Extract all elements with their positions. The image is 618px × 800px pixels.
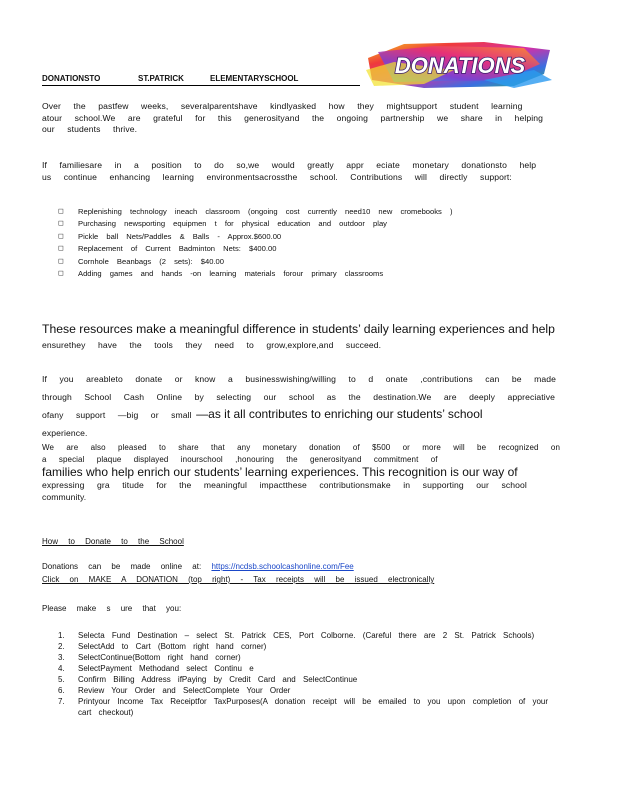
support-list: [58, 206, 558, 280]
heading-part-3: ELEMENTARYSCHOOL: [210, 74, 299, 83]
donation-request-paragraph: If familiesare in a position to do so,we would greatly appr eciate monetary donationsto help us continue enhancing learning environmentsacrossthe school. Contributions will directly support:: [42, 160, 537, 182]
bullet-box-icon: ◻: [58, 245, 64, 253]
list-item: 2. SelectAdd to Cart (Bottom right hand corner): [58, 642, 267, 651]
bullet-box-icon: ◻: [58, 232, 64, 240]
list-item: ◻ Purchasing newsporting equipmen t for physical education and outdoor play: [58, 218, 558, 230]
donations-logo: [364, 40, 554, 90]
heading-part-2: ST.PATRICK: [138, 74, 184, 83]
online-donation-line: Donations can be made online at: https://ncdsb.schoolcashonline.com/Fee: [42, 562, 354, 571]
resources-statement-continued: ensurethey have the tools they need to grow,explore,and succeed.: [42, 340, 382, 350]
document-heading: [42, 74, 360, 86]
resources-statement: These resources make a meaningful difference in students’ daily learning experiences and help: [42, 322, 555, 336]
list-item: 6. Review Your Order and SelectComplete Your Order: [58, 686, 291, 695]
logo-text: DONATIONS: [394, 53, 526, 78]
donations-logo-graphic: [364, 40, 554, 90]
bullet-box-icon: ◻: [58, 220, 64, 228]
list-item: 5. Confirm Billing Address ifPaying by Credit Card and SelectContinue: [58, 675, 358, 684]
intro-paragraph: Over the pastfew weeks, severalparentshave kindlyasked how they mightsupport student learning atour school.We are grateful for this generosityand the ongoing partnership we share in helping our students thrive.: [42, 101, 543, 134]
list-item: 7. Printyour Income Tax Receiptfor TaxPurposes(A donation receipt will be emailed to you upon completion of your cart checkout): [58, 697, 549, 717]
school-cash-online-link[interactable]: https://ncdsb.schoolcashonline.com/Fee: [211, 562, 354, 571]
list-item: ◻ Adding games and hands -on learning materials forour primary classrooms: [58, 268, 558, 280]
please-make-sure-line: Please make s ure that you:: [42, 604, 182, 613]
list-item: 3. SelectContinue(Bottom right hand corner): [58, 653, 241, 662]
list-item: 4. SelectPayment Methodand select Continu e: [58, 664, 254, 673]
list-item: 1. Selecta Fund Destination – select St. Patrick CES, Port Colborne. (Careful there are 2 St. Patrick Schools): [58, 631, 535, 640]
list-item: ◻ Replacement of Current Badminton Nets: $400.00: [58, 243, 558, 255]
recognition-paragraph: We are also pleased to share that any monetary donation of $500 or more will be recognized on a special plaque displayed inourschool ,honouring the generosityand commitment of families who help enrich our students’ learning experiences. This recognition is our way of expressing gra titude for the meaningful impactthese contributionsmake in supporting our school community.: [42, 443, 561, 502]
make-donation-instruction: Click on MAKE A DONATION (top right) - Tax receipts will be issued electronically: [42, 575, 435, 584]
bullet-box-icon: ◻: [58, 208, 64, 215]
list-item: ◻ Cornhole Beanbags (2 sets): $40.00: [58, 256, 558, 268]
how-to-donate-heading: How to Donate to the School: [42, 537, 184, 546]
donation-steps-list: [58, 630, 558, 718]
heading-part-1: DONATIONSTO: [42, 74, 101, 83]
bullet-box-icon: ◻: [58, 257, 64, 265]
school-cash-paragraph: If you areableto donate or know a businesswishing/willing to d onate ,contributions can be made through School Cash Online by selecting our school as the destination.We are deeply appreciative ofany support —big or small —as it all contributes to enriching our students’ school experience.: [42, 374, 557, 438]
list-item: ◻ Pickle ball Nets/Paddles & Balls - Approx.$600.00: [58, 231, 558, 243]
bullet-box-icon: ◻: [58, 270, 64, 278]
list-item: ◻ Replenishing technology ineach classroom (ongoing cost currently need10 new cromebooks ): [58, 206, 558, 218]
